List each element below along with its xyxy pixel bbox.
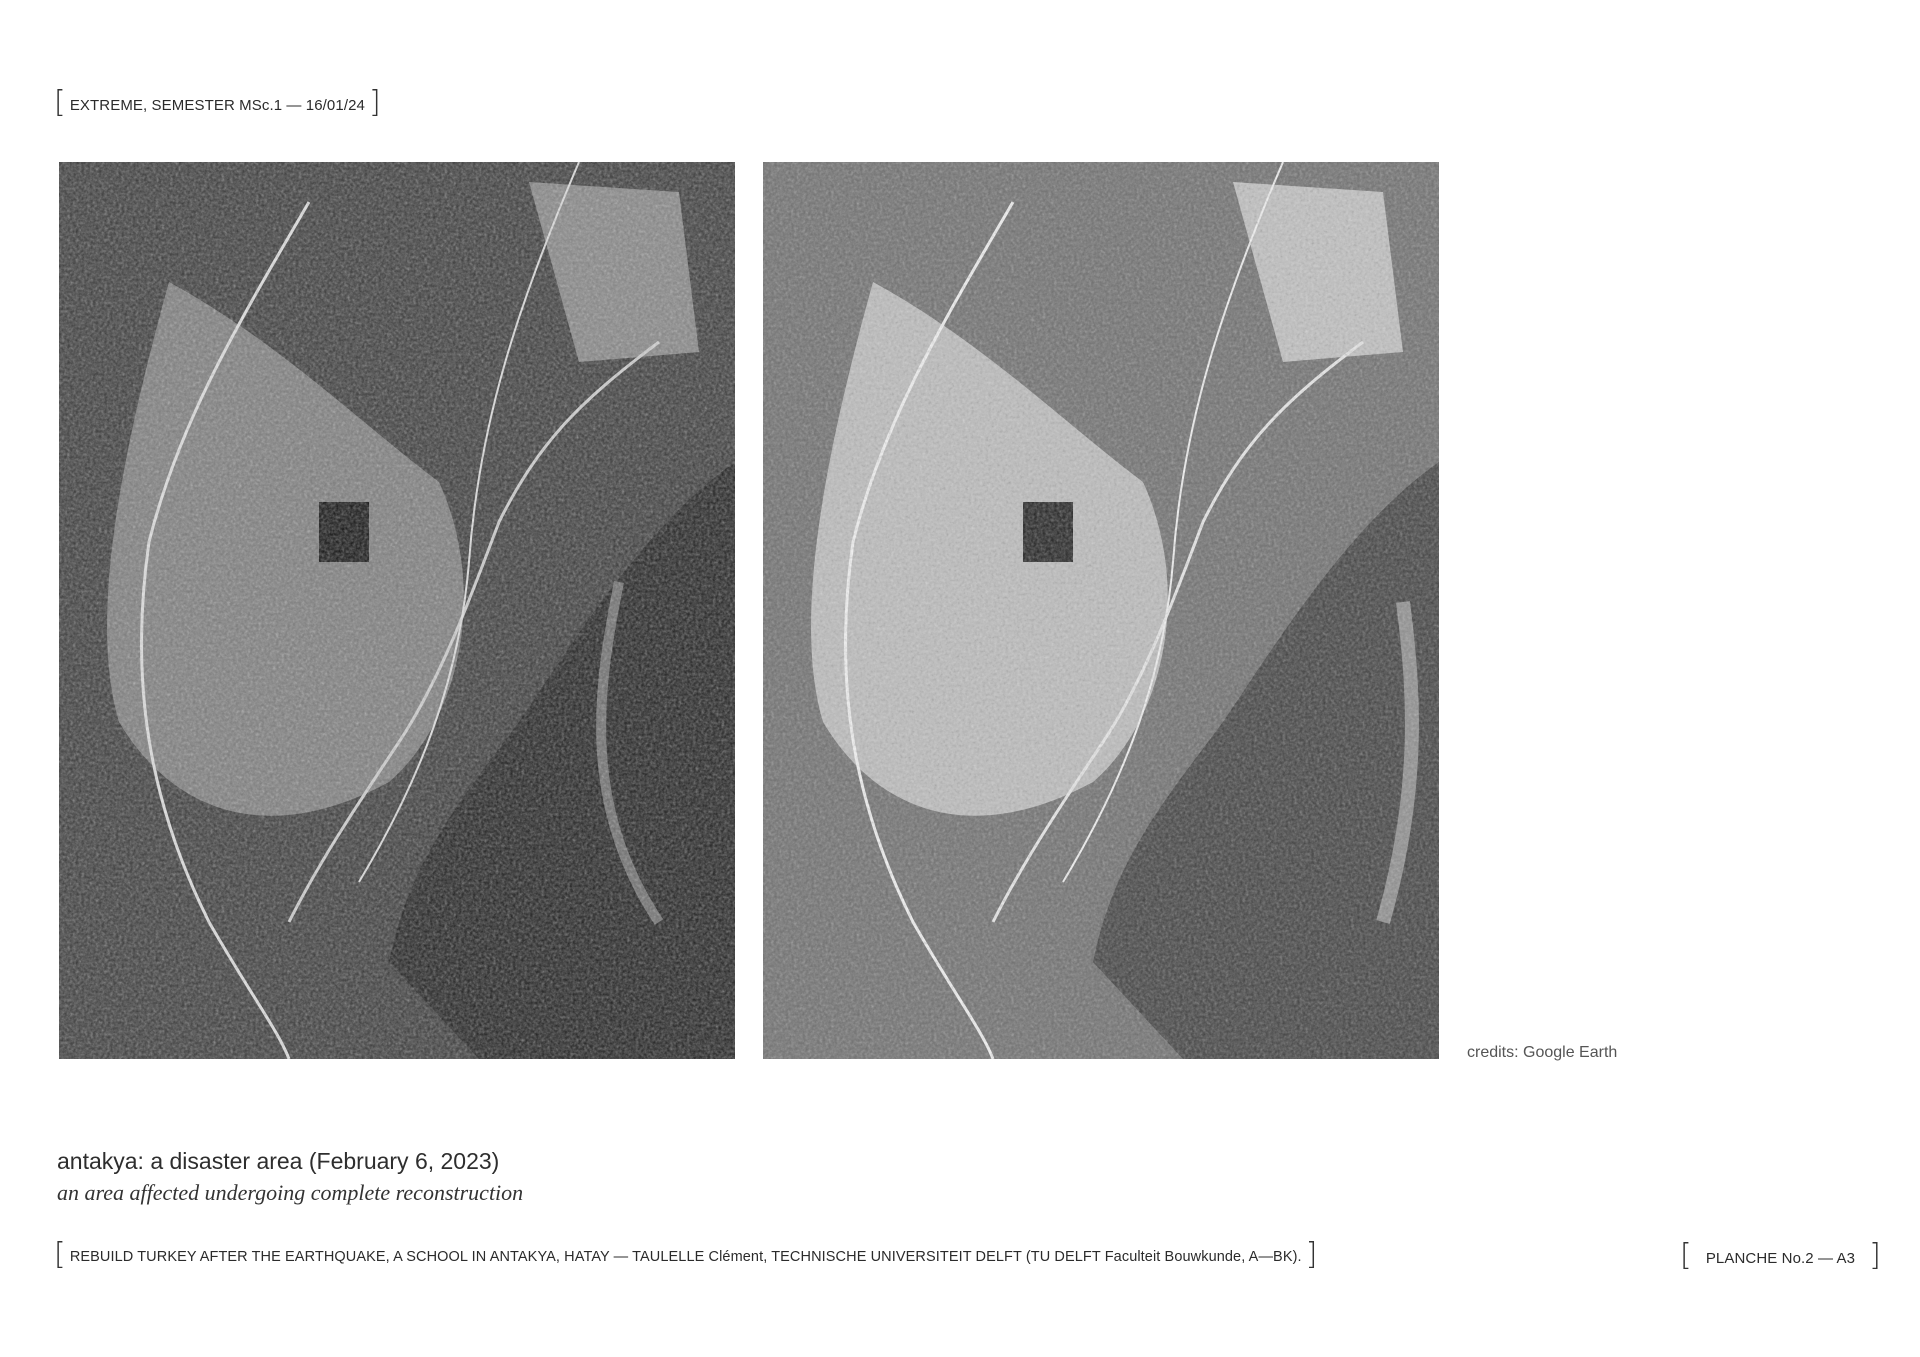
caption-subtitle: an area affected undergoing complete reconstruction bbox=[57, 1180, 524, 1205]
texture-overlay bbox=[59, 162, 735, 1059]
texture-overlay bbox=[763, 162, 1439, 1059]
footer-sheet-label bbox=[1680, 1238, 1881, 1273]
satellite-before-svg bbox=[59, 162, 735, 1059]
footer-project-label bbox=[54, 1237, 1318, 1272]
footer-project-text: REBUILD TURKEY AFTER THE EARTHQUAKE, A SCHOOL IN ANTAKYA, HATAY — TAULELLE Clément, TECHNISCHE UNIVERSITEIT DELFT (TU DELFT Faculteit Bouwkunde, A—BK). bbox=[69, 1249, 1302, 1265]
satellite-image-after bbox=[763, 162, 1439, 1059]
caption-title: antakya: a disaster area (February 6, 2023) bbox=[57, 1148, 500, 1174]
close-bracket: ] bbox=[1305, 1237, 1318, 1272]
footer-sheet-text: PLANCHE No.2 — A3 bbox=[1705, 1249, 1856, 1267]
header-label bbox=[54, 85, 381, 120]
open-bracket: [ bbox=[54, 1237, 66, 1272]
close-bracket: ] bbox=[368, 85, 381, 120]
open-bracket: [ bbox=[1680, 1238, 1692, 1273]
open-bracket: [ bbox=[54, 85, 66, 120]
header-text: EXTREME, SEMESTER MSc.1 — 16/01/24 bbox=[69, 96, 365, 114]
close-bracket: ] bbox=[1869, 1238, 1881, 1273]
image-credits: credits: Google Earth bbox=[1467, 1044, 1618, 1061]
satellite-image-before bbox=[59, 162, 735, 1059]
satellite-after-svg bbox=[763, 162, 1439, 1059]
